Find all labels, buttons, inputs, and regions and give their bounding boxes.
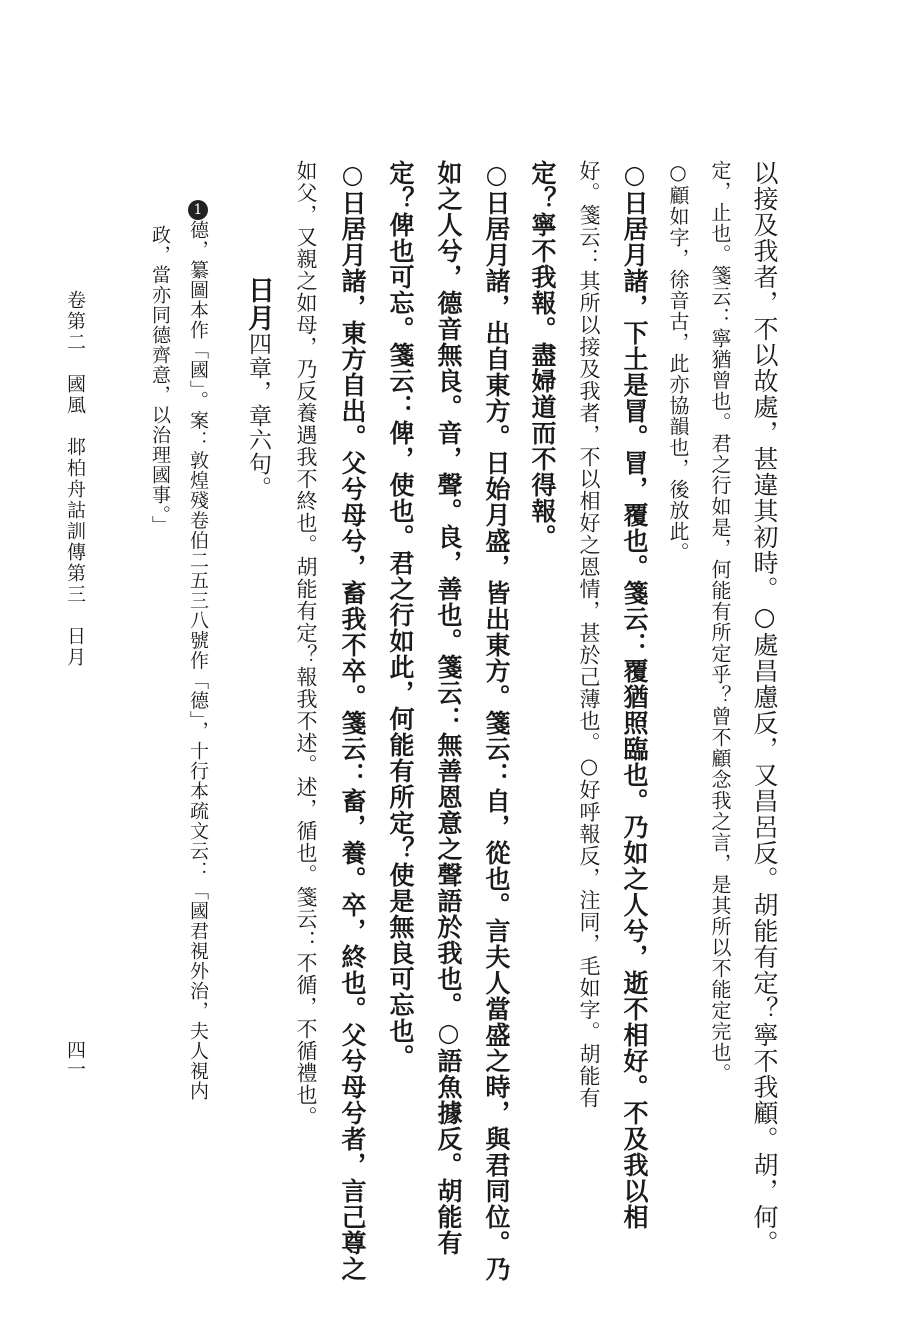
- main-column-10: ○日居月諸，東方自出。父兮母兮，畜我不卒。箋云：畜，養。卒，終也。父兮母兮者，言己尊之: [338, 160, 367, 1282]
- main-column-8: 如之人兮，德音無良。音，聲。良，善也。箋云：無善恩意之聲語於我也。○語魚據反。胡能有: [434, 160, 463, 1256]
- running-header: 卷第二 國風 邶柏舟詁訓傳第三 日月: [64, 290, 86, 668]
- main-column-11: 如父，又親之如母，乃反養遇我不終也。胡能有定？報我不述。述，循也。箋云：不循，不循禮也。: [294, 160, 318, 1128]
- main-column-4: ○日居月諸，下土是冒。冒，覆也。箋云：覆猶照臨也。乃如之人兮，逝不相好。不及我以相: [620, 160, 649, 1230]
- main-column-7: ○日居月諸，出自東方。日始月盛，皆出東方。箋云：自，從也。言夫人當盛之時，與君同位。乃: [482, 160, 511, 1282]
- footnote-line-2: 政，當亦同德齊意，以治理國事。」: [149, 225, 171, 536]
- main-column-5: 好。箋云：其所以接及我者，不以相好之恩情，甚於己薄也。○好呼報反，注同，毛如字。胡能有: [577, 160, 601, 1109]
- page-number: 四一: [64, 1040, 86, 1078]
- main-column-1: 以接及我者，不以故處，甚違其初時。○處昌慮反，又昌呂反。胡能有定？寧不我顧。胡，何。: [750, 160, 779, 1256]
- footnote-line-1: [188, 200, 208, 1101]
- main-column-3: ○顧如字，徐音古，此亦協韻也，後放此。: [666, 160, 690, 563]
- footnote-marker: 1: [190, 201, 206, 219]
- main-column-6: 定？寧不我報。盡婦道而不得報。: [528, 160, 557, 550]
- main-column-2: 定，止也。箋云：寧猶曾也。君之行如是，何能有所定乎？曾不顧念我之言，是其所以不能定完也。: [708, 160, 732, 1084]
- summary-line: [245, 276, 272, 500]
- summary-title: 日月: [243, 276, 274, 332]
- footnote-text-1: 德，纂圖本作「國」。案：敦煌殘卷伯二五三八號作「德」，十行本疏文云：「國君視外治，夫人視内: [187, 220, 209, 1101]
- summary-rest: 四章，章六句。: [245, 332, 271, 500]
- main-column-9: 定？俾也可忘。箋云：俾，使也。君之行如此，何能有所定？使是無良可忘也。: [386, 160, 415, 1070]
